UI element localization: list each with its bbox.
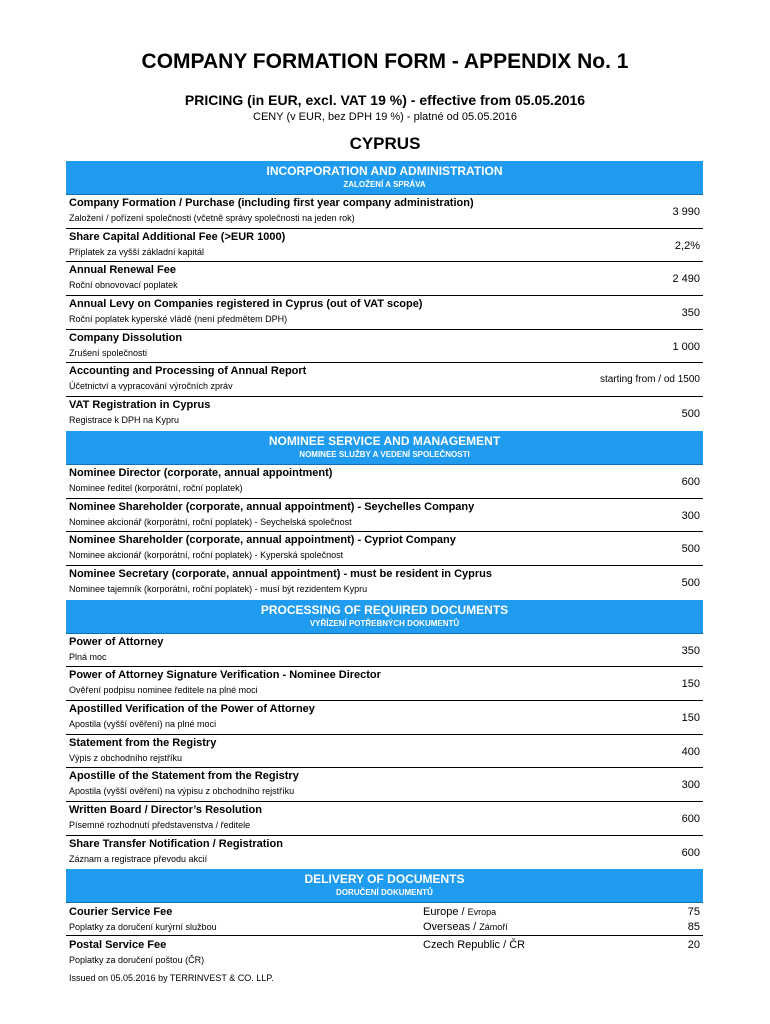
item-name-cz: Písemné rozhodnutí představenstva / ředitele — [69, 820, 251, 830]
page-title: COMPANY FORMATION FORM - APPENDIX No. 1 — [141, 50, 629, 73]
item-name-cz: Poplatky za doručení kurýrní službou — [69, 922, 217, 933]
section-title-cz: VYŘÍZENÍ POTŘEBNÝCH DOKUMENTŮ — [309, 618, 460, 628]
price-overseas: 85 — [687, 921, 700, 934]
item-name: Company Formation / Purchase (including first year company administration) — [69, 197, 474, 209]
item-name: Annual Levy on Companies registered in Cyprus (out of VAT scope) — [69, 298, 423, 311]
table-row — [66, 566, 703, 600]
item-name: Apostille of the Statement from the Registry — [69, 770, 299, 783]
table-row — [66, 634, 703, 668]
destination-europe: Europe / Evropa — [423, 906, 497, 919]
destination-label: Europe — [423, 906, 459, 919]
item-price: 1 000 — [672, 340, 700, 353]
item-name-cz: Apostila (vyšší ověření) na výpisu z obchodního rejstříku — [69, 786, 295, 797]
table-row — [66, 701, 703, 735]
table-row — [66, 296, 703, 330]
item-name-cz: Nominee ředitel (korporátní, roční poplatek) — [69, 482, 243, 493]
item-name-cz: Apostila (vyšší ověření) na plné moci — [69, 718, 217, 729]
postal-row — [66, 936, 703, 969]
pricing-table — [66, 161, 703, 969]
item-price: 600 — [681, 475, 700, 488]
item-name: Share Transfer Notification / Registration — [69, 837, 283, 850]
pricing-subtitle: PRICING (in EUR, excl. VAT 19 %) - effective from 05.05.2016 — [184, 92, 586, 108]
item-name: Nominee Director (corporate, annual appointment) — [69, 466, 333, 479]
item-name: Company Dissolution — [69, 331, 183, 344]
section-header-nominee — [66, 431, 703, 465]
item-name-cz: Poplatky za doručení poštou (ČR) — [69, 955, 205, 966]
table-row — [66, 768, 703, 802]
section-header-documents — [66, 600, 703, 634]
item-price: 500 — [681, 576, 700, 589]
item-price: 350 — [681, 644, 700, 657]
item-name-cz: Zrušení společnosti — [69, 347, 148, 358]
item-name: Courier Service Fee — [69, 906, 173, 919]
section-title-cz: NOMINEE SLUŽBY A VEDENÍ SPOLEČNOSTI — [299, 449, 470, 459]
item-name: Apostilled Verification of the Power of Attorney — [69, 702, 315, 715]
item-name: Postal Service Fee — [69, 939, 167, 952]
table-row — [66, 229, 703, 263]
item-name-cz: Nominee akcionář (korporátní, roční poplatek) - Seychelská společnost — [69, 516, 352, 527]
item-name: VAT Registration in Cyprus — [69, 399, 211, 412]
section-header-delivery — [66, 869, 703, 903]
item-price: 600 — [681, 813, 700, 825]
section-title: INCORPORATION AND ADMINISTRATION — [266, 164, 503, 178]
item-price: 500 — [681, 543, 700, 556]
item-price: 350 — [681, 307, 700, 320]
item-name: Written Board / Director’s Resolution — [69, 804, 262, 816]
country-heading: CYPRUS — [349, 134, 421, 153]
item-price: 400 — [681, 745, 700, 758]
item-name-cz: Roční obnovovací poplatek — [69, 280, 178, 291]
item-name-cz: Výpis z obchodního rejstříku — [69, 752, 183, 763]
item-name: Statement from the Registry — [69, 736, 217, 749]
item-price: 2 490 — [672, 273, 700, 286]
item-price: 600 — [681, 846, 700, 859]
item-name-cz: Plná moc — [69, 651, 107, 662]
table-row — [66, 363, 703, 397]
table-row — [66, 330, 703, 364]
item-name: Power of Attorney Signature Verification - Nominee Director — [69, 669, 381, 682]
table-row — [66, 195, 703, 229]
destination-label-cz: Zámoří — [479, 922, 508, 933]
section-title: NOMINEE SERVICE AND MANAGEMENT — [268, 433, 501, 448]
section-title: PROCESSING OF REQUIRED DOCUMENTS — [260, 602, 509, 617]
item-price: 150 — [681, 678, 700, 691]
item-price: 3 990 — [672, 206, 700, 218]
table-row — [66, 397, 703, 431]
pricing-subtitle-cz: CENY (v EUR, bez DPH 19 %) - platné od 05.05.2016 — [253, 111, 517, 123]
section-header-incorporation — [66, 161, 703, 195]
item-name: Nominee Secretary (corporate, annual appointment) - must be resident in Cyprus — [69, 567, 492, 580]
item-price: 2,2% — [674, 239, 700, 252]
item-name-cz: Roční poplatek kyperské vládě (není předmětem DPH) — [69, 314, 288, 325]
item-name-cz: Záznam a registrace převodu akcií — [69, 853, 208, 864]
courier-row — [66, 903, 703, 936]
issued-note: Issued on 05.05.2016 by TERRINVEST & CO. LLP. — [69, 973, 274, 983]
item-name: Nominee Shareholder (corporate, annual appointment) - Seychelles Company — [69, 500, 475, 513]
destination-label-cz: ČR — [509, 939, 526, 952]
table-row — [66, 735, 703, 769]
item-name-cz: Ověření podpisu nominee ředitele na plné moci — [69, 685, 258, 696]
table-row — [66, 667, 703, 701]
destination-label: Czech Republic — [423, 939, 501, 952]
table-row — [66, 836, 703, 870]
item-name-cz: Účetnictví a vypracování výročních zpráv — [69, 381, 233, 392]
item-name-cz: Registrace k DPH na Kypru — [69, 415, 180, 426]
table-row — [66, 499, 703, 533]
item-name-cz: Nominee tajemník (korporátní, roční poplatek) - musí být rezidentem Kypru — [69, 583, 368, 594]
item-name-cz: Založení / pořízení společnosti (včetně správy společnosti na jeden rok) — [69, 213, 355, 223]
item-price: starting from / od 1500 — [599, 374, 700, 386]
section-title: DELIVERY OF DOCUMENTS — [304, 872, 465, 887]
item-name: Nominee Shareholder (corporate, annual appointment) - Cypriot Company — [69, 534, 456, 547]
section-title-cz: ZALOŽENÍ A SPRÁVA — [343, 180, 426, 189]
item-name: Annual Renewal Fee — [69, 264, 176, 277]
item-name: Accounting and Processing of Annual Report — [69, 365, 307, 378]
destination-czech: Czech Republic / ČR — [423, 939, 526, 952]
item-name-cz: Nominee akcionář (korporátní, roční poplatek) - Kyperská společnost — [69, 550, 344, 561]
destination-label: Overseas — [423, 921, 471, 934]
table-row — [66, 262, 703, 296]
item-name: Share Capital Additional Fee (>EUR 1000) — [69, 230, 286, 243]
price-europe: 75 — [687, 906, 700, 919]
table-row — [66, 802, 703, 836]
item-name: Power of Attorney — [69, 635, 164, 648]
item-price: 300 — [681, 779, 700, 792]
table-row — [66, 532, 703, 566]
item-name-cz: Příplatek za vyšší základní kapitál — [69, 246, 205, 257]
table-row — [66, 465, 703, 499]
item-price: 150 — [681, 711, 700, 724]
section-title-cz: DORUČENÍ DOKUMENTŮ — [336, 888, 433, 898]
destination-label-cz: Evropa — [467, 907, 497, 918]
item-price: 500 — [681, 408, 700, 421]
destination-overseas: Overseas / Zámoří — [423, 921, 508, 934]
price-czech: 20 — [687, 939, 700, 952]
item-price: 300 — [681, 509, 700, 522]
